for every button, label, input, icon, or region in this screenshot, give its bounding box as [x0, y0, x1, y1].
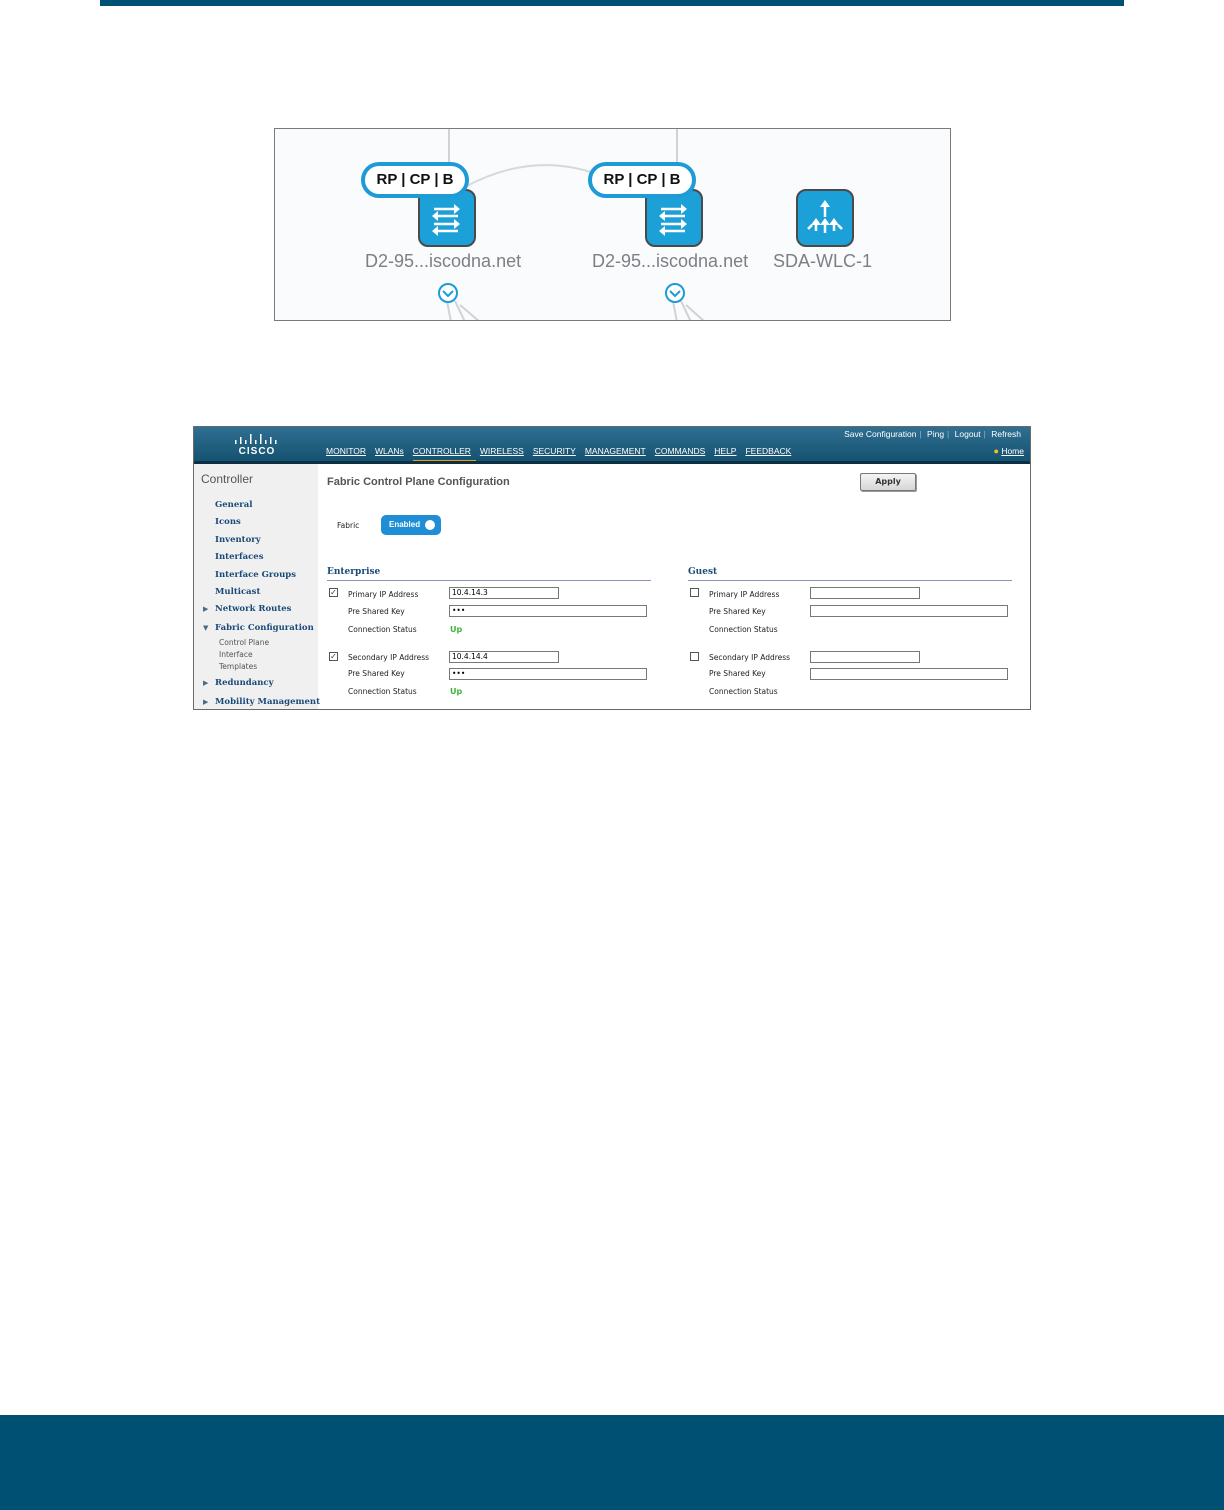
enterprise-primary-ip-input[interactable]: 10.4.14.3 — [449, 587, 559, 599]
sidebar-item-interfaces[interactable]: Interfaces — [215, 552, 264, 562]
guest-status-label: Connection Status — [709, 625, 778, 634]
node-role-tag: RP | CP | B — [588, 162, 696, 198]
nav-management[interactable]: MANAGEMENT — [584, 446, 646, 456]
nav-feedback[interactable]: FEEDBACK — [745, 446, 792, 456]
node-role-tag: RP | CP | B — [361, 162, 469, 198]
home-label: Home — [1001, 446, 1024, 456]
guest-heading: Guest — [688, 567, 718, 577]
save-configuration-link[interactable]: Save Configuration — [844, 429, 917, 439]
cisco-logo — [232, 431, 282, 459]
enterprise-status-label: Connection Status — [348, 625, 417, 634]
fabric-label: Fabric — [337, 521, 360, 530]
enterprise-primary-label: Primary IP Address — [348, 590, 419, 599]
guest-secondary-ip-input[interactable] — [810, 651, 920, 663]
top-rule — [100, 0, 1124, 6]
home-link[interactable] — [994, 446, 1025, 456]
content-area — [318, 464, 1030, 710]
nav-wlans[interactable]: WLANs — [374, 446, 404, 456]
nav-monitor[interactable]: MONITOR — [326, 446, 366, 456]
cisco-wordmark: CISCO — [238, 446, 276, 457]
collapsed-arrow-icon[interactable]: ▶ — [203, 605, 209, 613]
wlc-header — [194, 427, 1030, 463]
cisco-bars-icon — [232, 432, 282, 446]
sidebar-item-inventory[interactable]: Inventory — [215, 535, 261, 545]
top-links: Save Configuration | Ping | Logout | Refresh — [841, 429, 1024, 439]
fabric-toggle-label: Enabled — [389, 520, 421, 529]
refresh-link[interactable]: Refresh — [991, 429, 1021, 439]
sidebar-item-interface-groups[interactable]: Interface Groups — [215, 570, 296, 580]
guest-psk2-input[interactable] — [810, 668, 1008, 680]
guest-psk-input[interactable] — [810, 605, 1008, 617]
sidebar-sub-control-plane[interactable]: Control Plane — [219, 638, 270, 647]
sidebar-item-icons[interactable]: Icons — [215, 517, 241, 527]
guest-primary-ip-input[interactable] — [810, 587, 920, 599]
enterprise-psk-label: Pre Shared Key — [348, 607, 405, 616]
page-title: Fabric Control Plane Configuration — [327, 476, 510, 488]
enterprise-heading: Enterprise — [327, 567, 381, 577]
expanded-arrow-icon[interactable]: ▼ — [203, 624, 209, 632]
guest-psk-label: Pre Shared Key — [709, 607, 766, 616]
toggle-knob — [425, 520, 435, 530]
enterprise-psk-input[interactable]: ••• — [449, 605, 647, 617]
node-label[interactable]: SDA-WLC-1 — [773, 251, 873, 271]
guest-primary-checkbox[interactable] — [690, 588, 699, 597]
sidebar-item-fabric-configuration[interactable]: Fabric Configuration — [215, 623, 314, 633]
wireless-controller-icon[interactable] — [796, 189, 854, 247]
sidebar-sub-interface[interactable]: Interface — [219, 650, 253, 659]
collapsed-arrow-icon[interactable]: ▶ — [203, 698, 209, 706]
sidebar-item-network-routes[interactable]: Network Routes — [215, 604, 292, 614]
sidebar-item-multicast[interactable]: Multicast — [215, 587, 261, 597]
footer-band — [0, 1415, 1224, 1510]
apply-button[interactable]: Apply — [860, 473, 916, 491]
enterprise-secondary-label: Secondary IP Address — [348, 653, 430, 662]
fabric-toggle[interactable] — [381, 515, 441, 535]
nav-wireless[interactable]: WIRELESS — [479, 446, 524, 456]
topology-figure — [274, 128, 951, 321]
expand-chevron-icon[interactable] — [437, 282, 459, 304]
wlc-window — [193, 426, 1031, 710]
sidebar-sub-templates[interactable]: Templates — [219, 662, 258, 671]
guest-primary-label: Primary IP Address — [709, 590, 780, 599]
nav-security[interactable]: SECURITY — [532, 446, 576, 456]
enterprise-psk2-input[interactable]: ••• — [449, 668, 647, 680]
sidebar — [194, 464, 318, 710]
node-label[interactable]: D2-95...iscodna.net — [592, 251, 749, 271]
guest-psk2-label: Pre Shared Key — [709, 669, 766, 678]
enterprise-secondary-checkbox[interactable]: ✓ — [330, 652, 337, 661]
guest-status2-label: Connection Status — [709, 687, 778, 696]
nav-controller[interactable]: CONTROLLER — [413, 446, 476, 463]
logout-link[interactable]: Logout — [954, 429, 981, 439]
sidebar-item-general[interactable]: General — [215, 500, 253, 510]
node-label[interactable]: D2-95...iscodna.net — [365, 251, 522, 271]
guest-rule — [688, 580, 1012, 581]
enterprise-primary-checkbox[interactable]: ✓ — [330, 588, 337, 597]
enterprise-psk2-label: Pre Shared Key — [348, 669, 405, 678]
home-icon: ● — [993, 446, 999, 456]
expand-chevron-icon[interactable] — [664, 282, 686, 304]
nav-help[interactable]: HELP — [714, 446, 737, 456]
enterprise-status2-value: Up — [450, 687, 463, 696]
guest-secondary-label: Secondary IP Address — [709, 653, 791, 662]
sidebar-item-mobility-management[interactable]: Mobility Management — [215, 697, 320, 707]
guest-secondary-checkbox[interactable] — [690, 652, 699, 661]
enterprise-rule — [327, 580, 651, 581]
enterprise-secondary-ip-input[interactable]: 10.4.14.4 — [449, 651, 559, 663]
enterprise-status-value: Up — [450, 625, 463, 634]
enterprise-status2-label: Connection Status — [348, 687, 417, 696]
ping-link[interactable]: Ping — [927, 429, 945, 439]
sidebar-item-redundancy[interactable]: Redundancy — [215, 678, 274, 688]
collapsed-arrow-icon[interactable]: ▶ — [203, 679, 209, 687]
nav-commands[interactable]: COMMANDS — [654, 446, 706, 456]
sidebar-title: Controller — [201, 472, 254, 486]
